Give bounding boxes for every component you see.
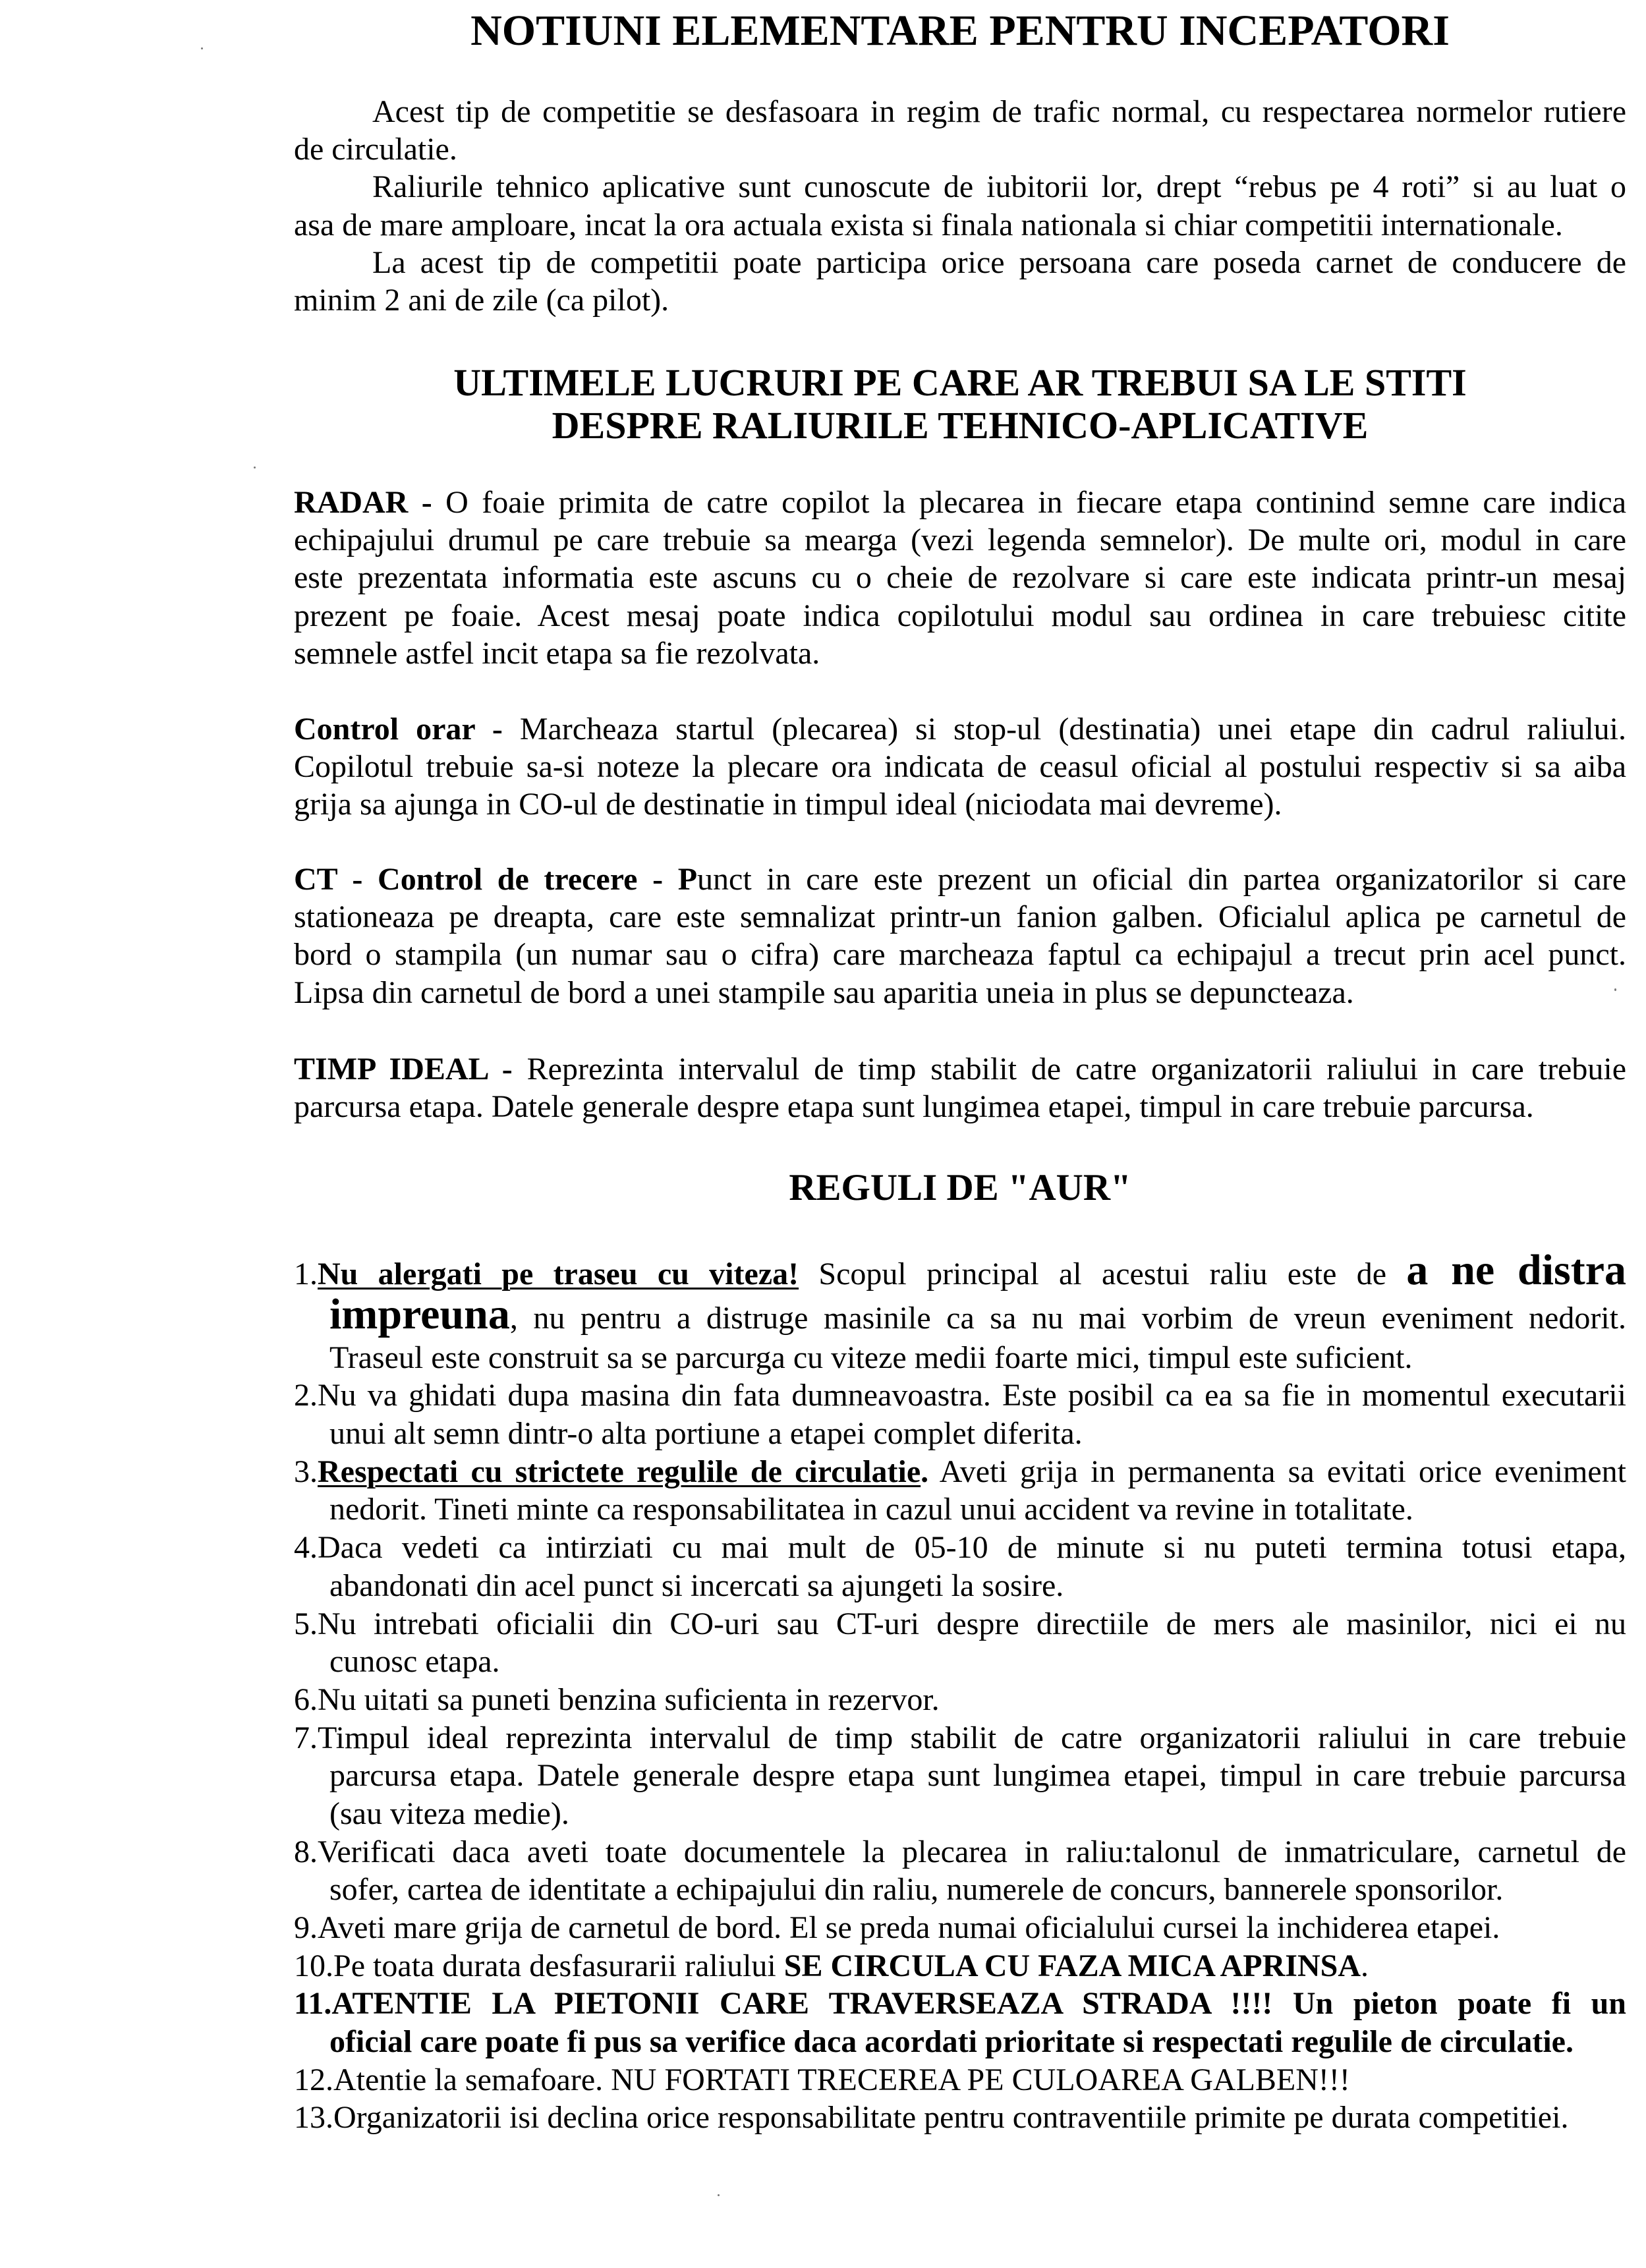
definition-line: grija sa ajunga in CO-ul de destinatie in timpul ideal (niciodata mai devreme).	[294, 787, 1282, 822]
scan-speck	[1614, 988, 1616, 991]
definition-text: unct in care este prezent un oficial din partea organizatorilor si care	[697, 862, 1626, 897]
rule-period: .	[921, 1454, 929, 1489]
definition-text: Marcheaza startul (plecarea) si stop-ul (destinatia) unei etape din cadrul raliului.	[502, 712, 1627, 747]
scan-speck	[254, 467, 256, 468]
definition-line	[294, 861, 1626, 898]
rule-text: , nu pentru a distruge masinile ca sa nu mai vorbim de vreun eveniment nedorit.	[509, 1300, 1626, 1336]
definition-control-orar	[294, 710, 1626, 824]
intro-section	[294, 93, 1626, 319]
rule-period: .	[1360, 1948, 1369, 1983]
rule-item-10	[294, 1947, 1626, 1985]
rule-item-3-line: nedorit. Tineti minte ca responsabilitatea in cazul unui accident va revine in totalitate.	[329, 1492, 1413, 1527]
rule-item-9: 9.Aveti mare grija de carnetul de bord. El se preda numai oficialului cursei la inchiderea etapei.	[294, 1910, 1500, 1945]
rule-item-1-line: Traseul este construit sa se parcurga cu viteze medii foarte mici, timpul este suficient.	[329, 1340, 1413, 1375]
definition-control-trecere	[294, 861, 1626, 1011]
rule-item-11: 11.ATENTIE LA PIETONII CARE TRAVERSEAZA STRADA !!!! Un pieton poate fi un	[294, 1986, 1626, 2022]
page-title: NOTIUNI ELEMENTARE PENTRU INCEPATORI	[470, 7, 1450, 55]
definition-line	[294, 484, 1626, 521]
rule-item-1	[294, 1246, 1627, 1294]
scan-speck	[201, 47, 203, 49]
rules-heading: REGULI DE "AUR"	[789, 1167, 1131, 1208]
intro-line: asa de mare amploare, incat la ora actuala exista si finala nationala si chiar competitii internationale.	[294, 207, 1563, 242]
definition-term: TIMP IDEAL -	[294, 1052, 513, 1087]
definition-line: Lipsa din carnetul de bord a unei stampile sau aparitia uneia in plus se depuncteaza.	[294, 975, 1354, 1010]
definition-text: O foaie primita de catre copilot la plecarea in fiecare etapa continind semne care indica	[432, 485, 1626, 520]
intro-line: La acest tip de competitii poate participa orice persoana care poseda carnet de conducere de	[372, 244, 1626, 280]
definition-line: parcursa etapa. Datele generale despre etapa sunt lungimea etapei, timpul in care trebuie parcursa.	[294, 1089, 1534, 1125]
rule-text: Scopul principal al acestui raliu este de	[799, 1257, 1407, 1291]
section-heading-line: ULTIMELE LUCRURI PE CARE AR TREBUI SA LE STITI	[453, 361, 1467, 404]
rule-item-7: 7.Timpul ideal reprezinta intervalul de timp stabilit de catre organizatorii raliului in care trebuie	[294, 1720, 1626, 1755]
rule-item-4: 4.Daca vedeti ca intirziati cu mai mult de 05-10 de minute si nu puteti termina totusi etapa,	[294, 1530, 1626, 1566]
definition-line: prezent pe foaie. Acest mesaj poate indica copilotului modul sau ordinea in care trebuiesc citite	[294, 598, 1626, 633]
rule-big-emphasis: a ne distra	[1406, 1246, 1627, 1294]
rule-item-1-line	[294, 1290, 1626, 1339]
scan-speck	[718, 2194, 720, 2196]
definition-line: este prezentata informatia este ascuns cu o cheie de rezolvare si care este indicata printr-un mesaj	[294, 560, 1626, 596]
rule-emphasis: Respectati cu strictete regulile de circulatie	[318, 1454, 921, 1489]
rule-item-8: 8.Verificati daca aveti toate documentele la plecarea in raliu:talonul de inmatriculare, carnetul de	[294, 1834, 1626, 1869]
rule-number: 1.	[294, 1257, 318, 1291]
rule-big-emphasis: impreuna	[329, 1290, 510, 1338]
definition-term: CT - Control de trecere - P	[294, 862, 698, 897]
intro-line: Raliurile tehnico aplicative sunt cunoscute de iubitorii lor, drept “rebus pe 4 roti” si au luat o	[372, 169, 1626, 205]
rule-item-5: 5.Nu intrebati oficialii din CO-uri sau CT-uri despre directiile de mers ale masinilor, nici ei nu	[294, 1606, 1626, 1641]
intro-line: de circulatie.	[294, 132, 457, 167]
rule-item-2: 2.Nu va ghidati dupa masina din fata dumneavoastra. Este posibil ca ea sa fie in momentul executarii	[294, 1378, 1626, 1413]
intro-line: minim 2 ani de zile (ca pilot).	[294, 282, 669, 318]
rule-emphasis: Nu alergati pe traseu cu viteza!	[318, 1257, 799, 1291]
definition-radar	[294, 484, 1626, 672]
definition-line: semnele astfel incit etapa sa fie rezolvata.	[294, 635, 820, 671]
definition-line: stationeaza pe dreapta, care este semnalizat printr-un fanion galben. Oficialul aplica pe carnetul de	[294, 899, 1626, 935]
rule-item-2-line: unui alt semn dintr-o alta portiune a etapei complet diferita.	[329, 1416, 1083, 1452]
section-heading-line: DESPRE RALIURILE TEHNICO-APLICATIVE	[552, 404, 1369, 447]
definition-timp-ideal	[294, 1050, 1626, 1125]
intro-line: Acest tip de competitie se desfasoara in regim de trafic normal, cu respectarea normelor rutiere	[372, 94, 1626, 129]
rule-item-11-line: oficial care poate fi pus sa verifice daca acordati prioritate si respectati regulile de circulatie.	[329, 2024, 1574, 2060]
rule-text: Aveti grija in permanenta sa evitati orice eveniment	[928, 1454, 1627, 1489]
rule-item-6: 6.Nu uitati sa puneti benzina suficienta in rezervor.	[294, 1682, 940, 1717]
rule-item-13: 13.Organizatorii isi declina orice responsabilitate pentru contraventiile primite pe durata competitiei.	[294, 2100, 1569, 2136]
rule-number: 3.	[294, 1454, 318, 1489]
definition-term: RADAR -	[294, 485, 432, 520]
rule-item-7-line: parcursa etapa. Datele generale despre etapa sunt lungimea etapei, timpul in care trebuie parcursa	[329, 1758, 1626, 1794]
rule-item-7-line: (sau viteza medie).	[329, 1796, 569, 1831]
definition-line: Copilotul trebuie sa-si noteze la plecare ora indicata de ceasul oficial al postului respectiv si sa aiba	[294, 749, 1626, 785]
rule-item-5-line: cunosc etapa.	[329, 1644, 500, 1680]
rule-text: 10.Pe toata durata desfasurarii raliului	[294, 1948, 784, 1983]
section-heading	[294, 361, 1626, 447]
definition-line	[294, 710, 1626, 748]
definition-line	[294, 1050, 1626, 1088]
rule-item-12: 12.Atentie la semafoare. NU FORTATI TRECEREA PE CULOAREA GALBEN!!!	[294, 2062, 1350, 2097]
rule-item-8-line: sofer, cartea de identitate a echipajului din raliu, numerele de concurs, bannerele sponsorilor.	[329, 1872, 1504, 1908]
rule-emphasis: SE CIRCULA CU FAZA MICA APRINSA	[783, 1948, 1361, 1983]
definition-line: bord o stampila (un numar sau o cifra) care marcheaza faptul ca echipajul a trecut prin acel punct.	[294, 937, 1626, 973]
definition-term: Control orar -	[294, 712, 503, 747]
rule-item-3	[294, 1453, 1626, 1491]
definition-text: Reprezinta intervalul de timp stabilit de catre organizatorii raliului in care trebuie	[512, 1052, 1626, 1087]
rules-list	[294, 1246, 1627, 2137]
rule-item-4-line: abandonati din acel punct si incercati sa ajungeti la sosire.	[329, 1568, 1064, 1603]
definition-line: echipajului drumul pe care trebuie sa mearga (vezi legenda semnelor). De multe ori, modul in care	[294, 523, 1626, 558]
